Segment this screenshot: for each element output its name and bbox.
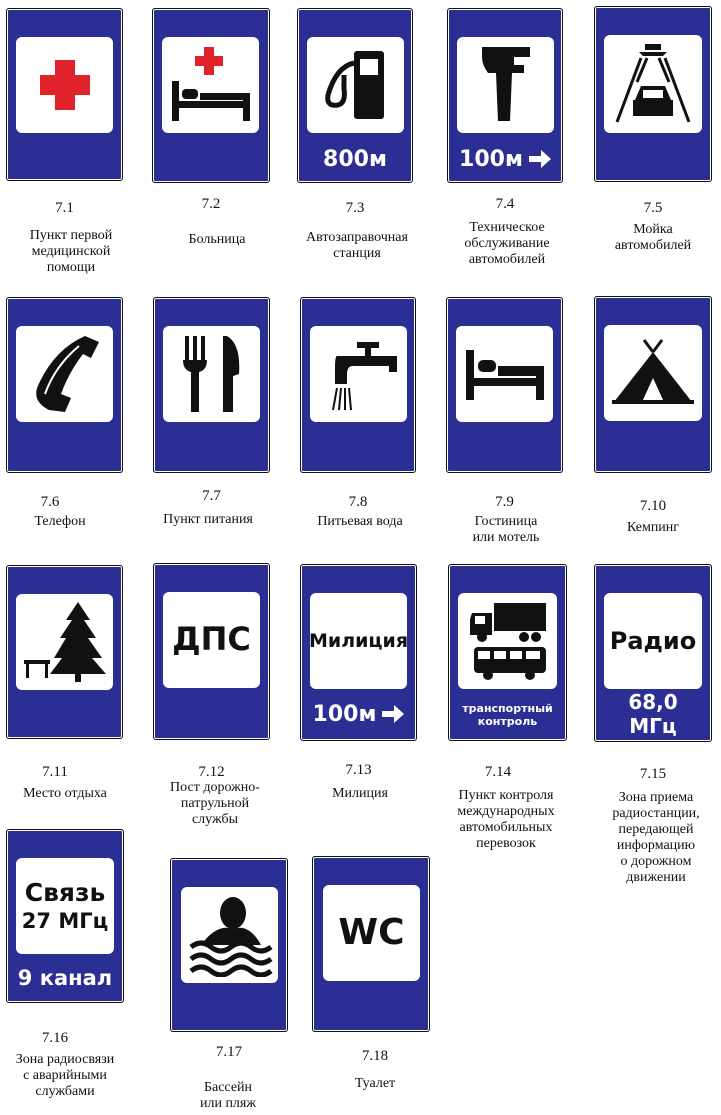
panel-text-dps: ДПС <box>172 620 251 659</box>
sign-7-8 <box>300 297 416 473</box>
sign-caption <box>150 780 280 828</box>
panel-text-frequency: 27 МГц <box>21 909 109 934</box>
transport-control-strip <box>449 698 566 732</box>
sign-panel <box>456 326 553 422</box>
caption-line: Бассейн <box>203 1080 253 1095</box>
sign-panel <box>16 37 113 133</box>
sign-panel <box>16 326 113 422</box>
sign-panel <box>307 37 404 133</box>
fuel-pump-icon <box>316 45 396 125</box>
distance-strip <box>448 144 562 174</box>
caption-line: движении <box>626 870 686 885</box>
sign-caption <box>160 1080 296 1112</box>
sign-panel <box>604 593 702 689</box>
sign-caption <box>594 520 712 536</box>
sign-panel <box>310 593 407 689</box>
sign-panel <box>604 35 702 133</box>
sign-7-12 <box>153 563 270 740</box>
tent-icon <box>610 338 696 408</box>
sign-panel <box>310 326 407 422</box>
hospital-bed-icon <box>166 45 256 125</box>
sign-7-1 <box>6 8 123 181</box>
fork-knife-icon <box>177 332 247 416</box>
caption-line: Пункт контроля <box>458 788 554 803</box>
panel-text-radio: Радио <box>609 626 697 655</box>
caption-line: о дорожном <box>620 854 692 869</box>
wrench-icon <box>476 43 536 127</box>
bed-icon <box>462 344 548 404</box>
sign-caption <box>0 1052 130 1100</box>
distance-strip <box>301 699 416 729</box>
caption-line: информацию <box>616 838 696 853</box>
sign-number: 7.6 <box>40 494 60 510</box>
caption-line: Автозаправочная <box>306 230 408 245</box>
sign-7-9 <box>446 297 563 473</box>
caption-line: или пляж <box>199 1096 257 1111</box>
caption-line: Зона радиосвязи <box>15 1052 115 1067</box>
sign-7-18 <box>312 856 430 1032</box>
frequency-strip <box>595 691 711 737</box>
caption-line: Пост дорожно- <box>170 780 260 795</box>
sign-caption <box>594 790 718 886</box>
strip-line: МГц <box>629 714 677 738</box>
sign-number: 7.17 <box>215 1044 243 1060</box>
caption-line: Пункт питания <box>163 512 253 527</box>
sign-caption <box>437 220 577 268</box>
sign-panel <box>323 885 420 981</box>
caption-line: Телефон <box>34 514 86 529</box>
caption-line: Пункт первой <box>29 228 113 243</box>
caption-line: Милиция <box>332 786 388 801</box>
sign-panel <box>163 326 260 422</box>
caption-line: Техническое <box>469 220 545 235</box>
sign-panel <box>163 592 260 688</box>
caption-line: или мотель <box>472 530 540 545</box>
telephone-handset-icon <box>25 332 105 416</box>
caption-line: службами <box>35 1084 95 1099</box>
sign-number: 7.14 <box>484 764 512 780</box>
strip-line: контроль <box>477 715 538 728</box>
sign-7-16 <box>6 829 124 1003</box>
sign-panel <box>457 37 554 133</box>
strip-line: транспортный <box>462 702 553 715</box>
sign-7-4 <box>447 8 563 183</box>
sign-panel <box>458 593 557 689</box>
caption-line: Кемпинг <box>626 520 680 535</box>
sign-number: 7.11 <box>42 764 68 780</box>
sign-number: 7.8 <box>348 494 368 510</box>
sign-7-2 <box>152 8 270 183</box>
sign-7-11 <box>6 565 123 739</box>
sign-panel <box>162 37 259 133</box>
truck-bus-icon <box>466 599 550 683</box>
sign-caption <box>287 230 427 262</box>
sign-number: 7.5 <box>643 200 663 216</box>
panel-text-wc: WC <box>338 912 405 954</box>
sign-number: 7.7 <box>202 488 221 504</box>
caption-line: Гостиница <box>474 514 538 529</box>
sign-caption <box>152 232 282 248</box>
sign-7-10 <box>594 296 712 473</box>
sign-number: 7.12 <box>198 764 225 780</box>
sign-7-14 <box>448 564 567 741</box>
caption-line: с аварийными <box>23 1068 107 1083</box>
sign-number: 7.10 <box>639 498 667 514</box>
sign-caption <box>594 222 712 254</box>
distance-text: 100м <box>312 701 377 727</box>
swimmer-icon <box>187 893 273 977</box>
sign-number: 7.16 <box>41 1030 69 1046</box>
sign-number: 7.3 <box>345 200 365 216</box>
panel-text-militsiya: Милиция <box>308 629 409 652</box>
sign-caption <box>310 1076 440 1092</box>
sign-7-15 <box>594 564 712 742</box>
sign-number: 7.1 <box>55 200 74 216</box>
caption-line: помощи <box>46 260 96 275</box>
sign-number: 7.18 <box>361 1048 389 1064</box>
distance-strip: 800м <box>323 146 387 172</box>
caption-line: обслуживание <box>464 236 550 251</box>
red-cross-icon <box>35 55 95 115</box>
caption-line: Туалет <box>354 1076 396 1091</box>
sign-caption <box>6 228 136 276</box>
sign-7-3 <box>297 8 413 183</box>
caption-line: службы <box>191 812 239 827</box>
caption-line: радиостанции, <box>612 806 700 821</box>
strip-line: 68,0 <box>628 690 678 714</box>
sign-number: 7.13 <box>345 762 372 778</box>
water-tap-icon <box>317 332 401 416</box>
caption-line: автомобилей <box>614 238 692 253</box>
channel-strip: 9 канал <box>17 966 113 990</box>
sign-panel <box>16 594 113 690</box>
sign-7-7 <box>153 297 270 473</box>
sign-caption <box>143 512 273 528</box>
sign-caption <box>290 514 430 530</box>
sign-number: 7.4 <box>495 196 515 212</box>
caption-line: станция <box>333 246 381 261</box>
caption-line: автомобилей <box>468 252 546 267</box>
caption-line: перевозок <box>476 836 536 851</box>
caption-line: международных <box>457 804 555 819</box>
sign-caption <box>0 786 130 802</box>
caption-line: передающей <box>618 822 694 837</box>
sign-caption <box>0 514 120 530</box>
sign-number: 7.9 <box>495 494 514 510</box>
arrow-right-icon <box>529 150 551 168</box>
sign-7-6 <box>6 297 123 473</box>
distance-text: 100м <box>459 146 523 172</box>
caption-line: Питьевая вода <box>317 514 403 529</box>
sign-panel <box>181 887 278 983</box>
sign-panel <box>604 325 702 421</box>
sign-7-5 <box>594 6 712 182</box>
sign-7-13 <box>300 564 417 741</box>
fir-tree-bench-icon <box>20 600 110 684</box>
caption-line: медицинской <box>31 244 111 259</box>
sign-number: 7.2 <box>201 196 221 212</box>
sign-caption <box>436 514 576 546</box>
caption-line: патрульной <box>180 796 250 811</box>
sign-panel <box>16 858 114 954</box>
car-wash-icon <box>611 42 695 126</box>
caption-line: Зона приема <box>618 790 694 805</box>
sign-number: 7.15 <box>639 766 667 782</box>
arrow-right-icon <box>382 705 404 723</box>
caption-line: Мойка <box>633 222 673 237</box>
sign-caption <box>290 786 430 802</box>
sign-7-17 <box>170 858 288 1032</box>
sign-caption <box>436 788 576 852</box>
caption-line: автомобильных <box>459 820 553 835</box>
panel-text-svyaz: Связь <box>24 877 106 907</box>
caption-line: Место отдыха <box>23 786 107 801</box>
caption-line: Больница <box>188 232 246 247</box>
